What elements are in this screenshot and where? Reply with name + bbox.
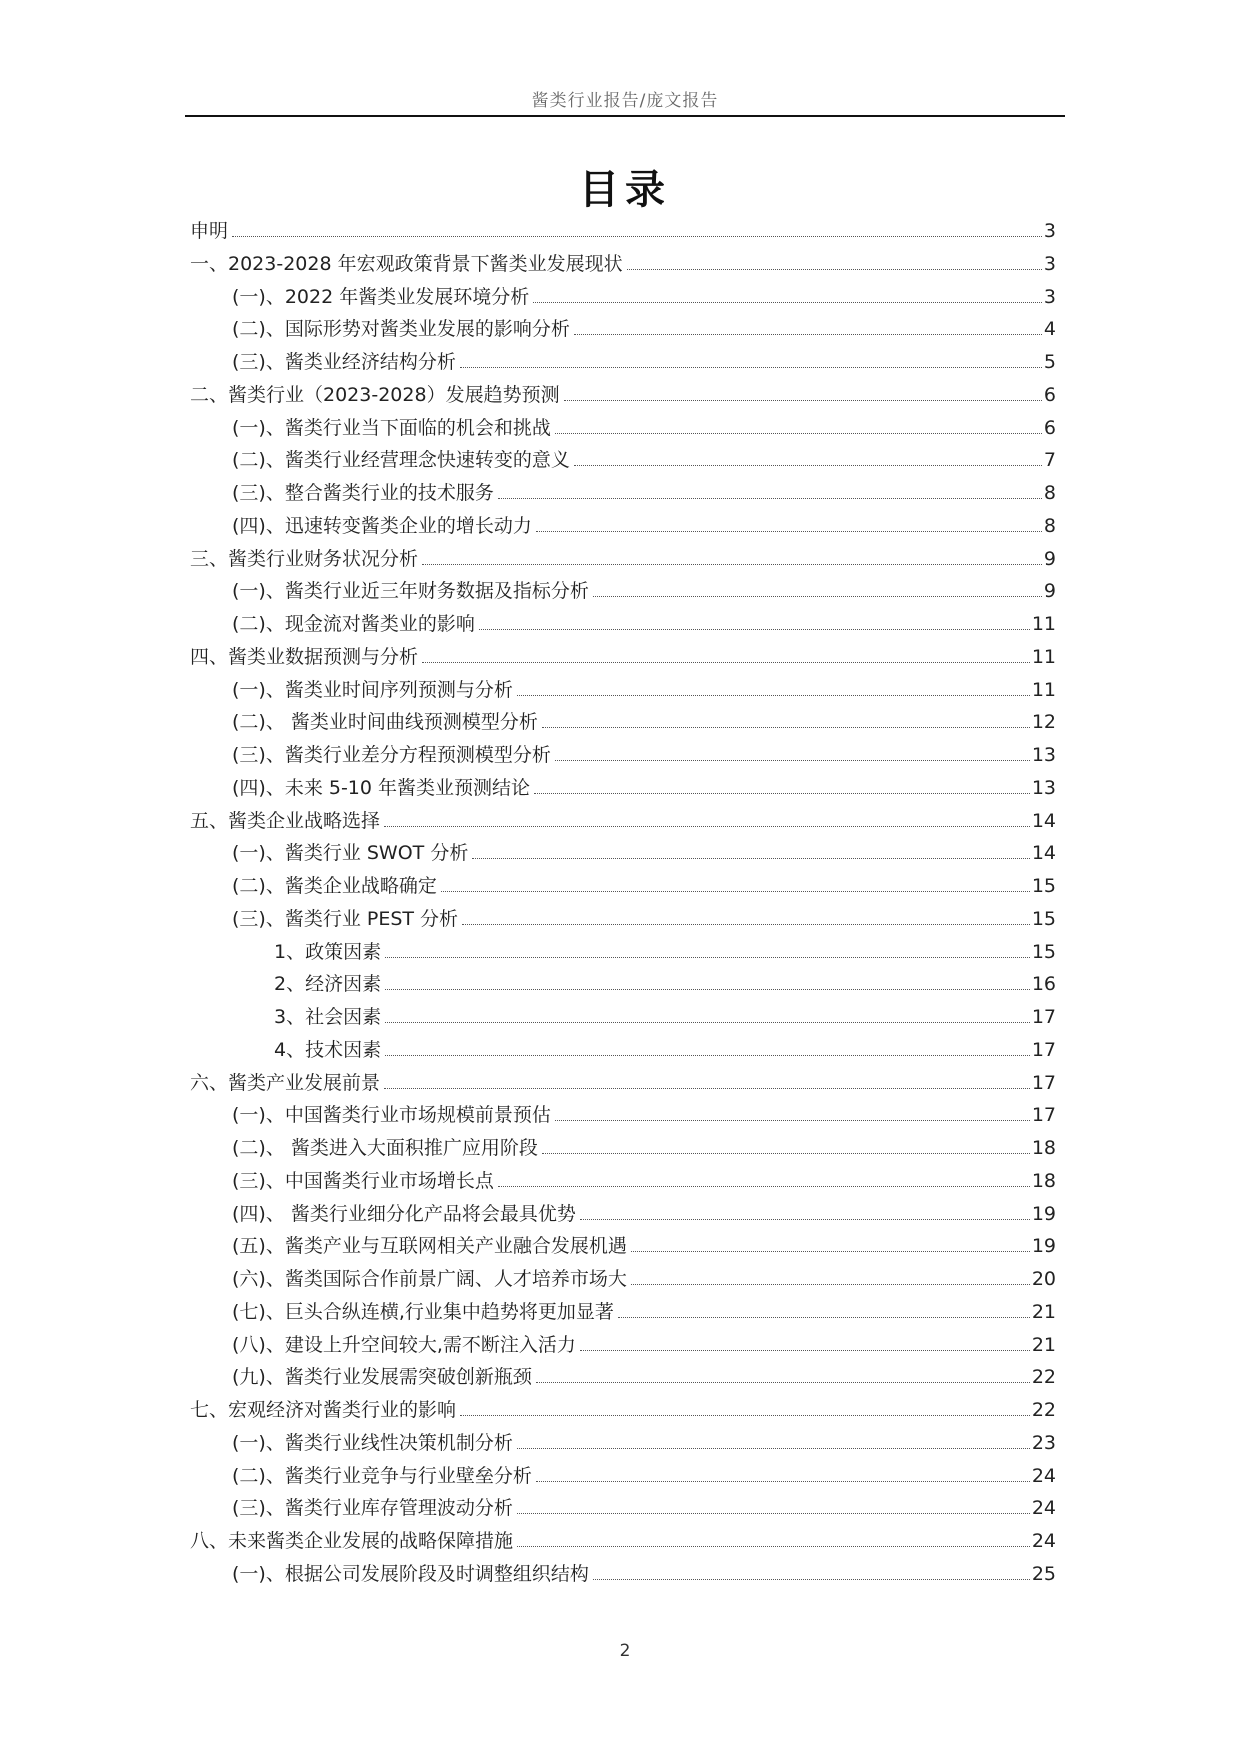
- toc-entry-page: 5: [1043, 351, 1056, 373]
- toc-dot-leader: [232, 236, 1042, 237]
- toc-dot-leader: [517, 1546, 1030, 1547]
- toc-entry[interactable]: [190, 937, 1056, 970]
- toc-dot-leader: [536, 1481, 1030, 1482]
- toc-dot-leader: [460, 367, 1042, 368]
- toc-entry[interactable]: [190, 1133, 1056, 1166]
- toc-entry-title: (二)、现金流对酱类业的影响: [232, 613, 475, 635]
- toc-entry[interactable]: [190, 1330, 1056, 1363]
- toc-entry-title: 四、酱类业数据预测与分析: [190, 645, 419, 668]
- toc-entry-title: (二)、 酱类业时间曲线预测模型分析: [232, 711, 538, 734]
- toc-entry-title: 三、酱类行业财务状况分析: [190, 547, 419, 570]
- toc-entry-title: 五、酱类企业战略选择: [190, 809, 381, 832]
- toc-dot-leader: [460, 1415, 1030, 1416]
- toc-entry[interactable]: [190, 347, 1056, 380]
- toc-entry-page: 11: [1031, 678, 1056, 701]
- toc-entry[interactable]: [190, 1100, 1056, 1133]
- toc-entry-page: 18: [1031, 1169, 1056, 1192]
- toc-entry-page: 15: [1031, 907, 1056, 930]
- toc-entry-title: (七)、巨头合纵连横,行业集中趋势将更加显著: [232, 1300, 614, 1323]
- toc-entry-title: (一)、中国酱类行业市场规模前景预估: [232, 1104, 551, 1127]
- toc-entry-page: 7: [1043, 449, 1056, 472]
- toc-dot-leader: [534, 793, 1030, 794]
- toc-entry-title: (二)、酱类企业战略确定: [232, 875, 437, 897]
- toc-entry[interactable]: [190, 1068, 1056, 1101]
- toc-entry[interactable]: [190, 216, 1056, 249]
- toc-dot-leader: [422, 564, 1042, 565]
- toc-entry[interactable]: [190, 740, 1056, 773]
- toc-entry-page: 6: [1043, 383, 1056, 406]
- toc-entry[interactable]: [190, 609, 1056, 642]
- toc-entry-title: (三)、酱类行业差分方程预测模型分析: [232, 744, 551, 766]
- toc-entry-title: (一)、酱类行业近三年财务数据及指标分析: [232, 580, 589, 603]
- toc-entry-page: 24: [1031, 1497, 1056, 1520]
- toc-entry[interactable]: [190, 1264, 1056, 1297]
- toc-dot-leader: [385, 989, 1030, 990]
- toc-entry-page: 15: [1031, 875, 1056, 897]
- toc-entry[interactable]: [190, 806, 1056, 839]
- toc-dot-leader: [385, 1055, 1030, 1056]
- toc-dot-leader: [555, 1120, 1030, 1121]
- toc-entry-page: 17: [1031, 1071, 1056, 1094]
- toc-entry-title: (一)、根据公司发展阶段及时调整组织结构: [232, 1562, 589, 1585]
- toc-entry-page: 19: [1031, 1235, 1056, 1258]
- toc-dot-leader: [542, 727, 1030, 728]
- page-title: 目录: [579, 167, 671, 213]
- toc-entry-page: 3: [1043, 252, 1056, 275]
- toc-entry-page: 11: [1031, 613, 1056, 635]
- toc-entry[interactable]: [190, 1002, 1056, 1035]
- toc-entry[interactable]: [190, 1362, 1056, 1395]
- toc-dot-leader: [385, 957, 1030, 958]
- toc-dot-leader: [472, 858, 1029, 859]
- toc-entry-title: 3、社会因素: [274, 1006, 382, 1028]
- toc-entry[interactable]: [190, 1166, 1056, 1199]
- toc-entry-page: 18: [1031, 1137, 1056, 1159]
- toc-entry-page: 21: [1031, 1333, 1056, 1356]
- page-number: 2: [619, 1641, 631, 1661]
- toc-entry-title: (一)、酱类业时间序列预测与分析: [232, 678, 513, 701]
- toc-entry-title: 4、技术因素: [274, 1038, 382, 1061]
- toc-entry-title: (四)、迅速转变酱类企业的增长动力: [232, 514, 532, 537]
- toc-entry[interactable]: [190, 1461, 1056, 1494]
- toc-dot-leader: [422, 662, 1030, 663]
- toc-entry-title: 七、宏观经济对酱类行业的影响: [190, 1399, 457, 1421]
- toc-entry[interactable]: [190, 544, 1056, 577]
- toc-dot-leader: [517, 695, 1030, 696]
- toc-entry-page: 22: [1031, 1399, 1056, 1421]
- toc-entry-title: 1、政策因素: [274, 940, 382, 963]
- toc-entry[interactable]: [190, 314, 1056, 347]
- toc-entry-title: 申明: [190, 220, 229, 242]
- toc-entry[interactable]: [190, 478, 1056, 511]
- toc-entry-title: (一)、酱类行业 SWOT 分析: [232, 842, 469, 865]
- toc-entry-title: (三)、酱类行业 PEST 分析: [232, 907, 459, 930]
- toc-entry-title: (五)、酱类产业与互联网相关产业融合发展机遇: [232, 1235, 627, 1258]
- toc-entry-title: (九)、酱类行业发展需突破创新瓶颈: [232, 1366, 532, 1389]
- toc-entry-title: (一)、2022 年酱类业发展环境分析: [232, 285, 530, 308]
- toc-entry-title: 八、未来酱类企业发展的战略保障措施: [190, 1530, 514, 1552]
- toc-entry-page: 15: [1031, 940, 1056, 963]
- toc-entry-title: (四)、未来 5-10 年酱类业预测结论: [232, 776, 531, 799]
- toc-entry[interactable]: [190, 773, 1056, 806]
- toc-entry[interactable]: [190, 871, 1056, 904]
- toc-dot-leader: [574, 465, 1042, 466]
- toc-entry-page: 3: [1043, 285, 1056, 308]
- toc-entry-page: 16: [1031, 973, 1056, 996]
- toc-entry[interactable]: [190, 249, 1056, 282]
- toc-dot-leader: [536, 531, 1042, 532]
- toc-entry[interactable]: [190, 1526, 1056, 1559]
- toc-entry-page: 21: [1031, 1300, 1056, 1323]
- toc-entry[interactable]: [190, 282, 1056, 315]
- toc-entry-page: 25: [1031, 1562, 1056, 1585]
- toc-entry-title: (一)、酱类行业线性决策机制分析: [232, 1431, 513, 1454]
- toc-dot-leader: [517, 1448, 1030, 1449]
- toc-dot-leader: [580, 1350, 1030, 1351]
- header-divider: [185, 115, 1065, 117]
- toc-dot-leader: [593, 1579, 1030, 1580]
- toc-entry[interactable]: [190, 904, 1056, 937]
- toc-dot-leader: [498, 498, 1042, 499]
- toc-entry[interactable]: [190, 1199, 1056, 1232]
- toc-entry[interactable]: [190, 642, 1056, 675]
- toc-entry[interactable]: [190, 1493, 1056, 1526]
- toc-entry-title: (八)、建设上升空间较大,需不断注入活力: [232, 1333, 576, 1356]
- toc-dot-leader: [533, 302, 1042, 303]
- toc-entry-page: 22: [1031, 1366, 1056, 1389]
- toc-entry-page: 11: [1031, 645, 1056, 668]
- toc-entry-title: (二)、酱类行业经营理念快速转变的意义: [232, 449, 570, 472]
- toc-entry-page: 17: [1031, 1006, 1056, 1028]
- toc-entry[interactable]: [190, 1297, 1056, 1330]
- toc-entry-page: 9: [1043, 580, 1056, 603]
- toc-entry-title: (二)、国际形势对酱类业发展的影响分析: [232, 318, 570, 341]
- toc-entry-title: 二、酱类行业（2023-2028）发展趋势预测: [190, 383, 560, 406]
- toc-dot-leader: [627, 269, 1042, 270]
- toc-entry-page: 17: [1031, 1104, 1056, 1127]
- toc-dot-leader: [462, 924, 1030, 925]
- toc-entry[interactable]: [190, 1395, 1056, 1428]
- toc-entry[interactable]: [190, 1231, 1056, 1264]
- toc-entry-page: 20: [1031, 1268, 1056, 1290]
- toc-entry[interactable]: [190, 576, 1056, 609]
- toc-dot-leader: [593, 596, 1042, 597]
- toc-entry-page: 14: [1031, 842, 1056, 865]
- toc-dot-leader: [580, 1219, 1030, 1220]
- toc-entry-page: 19: [1031, 1202, 1056, 1225]
- toc-entry-title: 六、酱类产业发展前景: [190, 1071, 381, 1094]
- running-header: 酱类行业报告/庞文报告: [531, 91, 719, 111]
- toc-dot-leader: [385, 1022, 1030, 1023]
- toc-entry-page: 8: [1043, 482, 1056, 504]
- toc-entry-page: 8: [1043, 514, 1056, 537]
- toc-entry-title: 一、2023-2028 年宏观政策背景下酱类业发展现状: [190, 252, 623, 275]
- toc-dot-leader: [618, 1317, 1030, 1318]
- toc-entry[interactable]: [190, 1035, 1056, 1068]
- toc-entry-page: 9: [1043, 547, 1056, 570]
- toc-entry-page: 12: [1031, 711, 1056, 734]
- toc-entry[interactable]: [190, 675, 1056, 708]
- toc-dot-leader: [536, 1382, 1030, 1383]
- toc-entry-page: 24: [1031, 1464, 1056, 1487]
- toc-entry[interactable]: [190, 838, 1056, 871]
- toc-dot-leader: [555, 760, 1030, 761]
- toc-entry-title: (三)、中国酱类行业市场增长点: [232, 1169, 494, 1192]
- toc-entry-page: 6: [1043, 416, 1056, 439]
- toc-entry-title: (二)、 酱类进入大面积推广应用阶段: [232, 1137, 538, 1159]
- toc-entry-title: (三)、酱类行业库存管理波动分析: [232, 1497, 513, 1520]
- toc-dot-leader: [517, 1513, 1030, 1514]
- toc-entry[interactable]: [190, 445, 1056, 478]
- toc-dot-leader: [498, 1186, 1030, 1187]
- toc-entry-page: 14: [1031, 809, 1056, 832]
- toc-dot-leader: [631, 1251, 1030, 1252]
- toc-dot-leader: [631, 1284, 1030, 1285]
- toc-entry-title: (一)、酱类行业当下面临的机会和挑战: [232, 416, 551, 439]
- toc-entry-title: 2、经济因素: [274, 973, 382, 996]
- toc-entry[interactable]: [190, 1428, 1056, 1461]
- toc-entry-title: (三)、酱类业经济结构分析: [232, 351, 456, 373]
- toc-entry[interactable]: [190, 969, 1056, 1002]
- toc-dot-leader: [384, 826, 1030, 827]
- toc-entry[interactable]: [190, 1559, 1056, 1592]
- toc-entry-title: (四)、 酱类行业细分化产品将会最具优势: [232, 1202, 576, 1225]
- toc-entry-page: 24: [1031, 1530, 1056, 1552]
- toc-entry-page: 4: [1043, 318, 1056, 341]
- toc-dot-leader: [384, 1088, 1030, 1089]
- toc-entry-title: (二)、酱类行业竞争与行业壁垒分析: [232, 1464, 532, 1487]
- toc-entry-title: (三)、整合酱类行业的技术服务: [232, 482, 494, 504]
- toc-entry[interactable]: [190, 511, 1056, 544]
- toc-entry-page: 3: [1043, 220, 1056, 242]
- toc-dot-leader: [441, 891, 1030, 892]
- toc-dot-leader: [574, 334, 1042, 335]
- toc-entry[interactable]: [190, 413, 1056, 446]
- toc-entry-page: 13: [1031, 744, 1056, 766]
- toc-entry-page: 13: [1031, 776, 1056, 799]
- toc-entry-page: 23: [1031, 1431, 1056, 1454]
- toc-dot-leader: [479, 629, 1030, 630]
- toc-dot-leader: [555, 433, 1042, 434]
- toc-entry[interactable]: [190, 380, 1056, 413]
- toc-dot-leader: [542, 1153, 1030, 1154]
- toc-dot-leader: [564, 400, 1042, 401]
- toc-entry[interactable]: [190, 707, 1056, 740]
- toc-entry-page: 17: [1031, 1038, 1056, 1061]
- table-of-contents: [190, 216, 1056, 1592]
- toc-entry-title: (六)、酱类国际合作前景广阔、人才培养市场大: [232, 1268, 627, 1290]
